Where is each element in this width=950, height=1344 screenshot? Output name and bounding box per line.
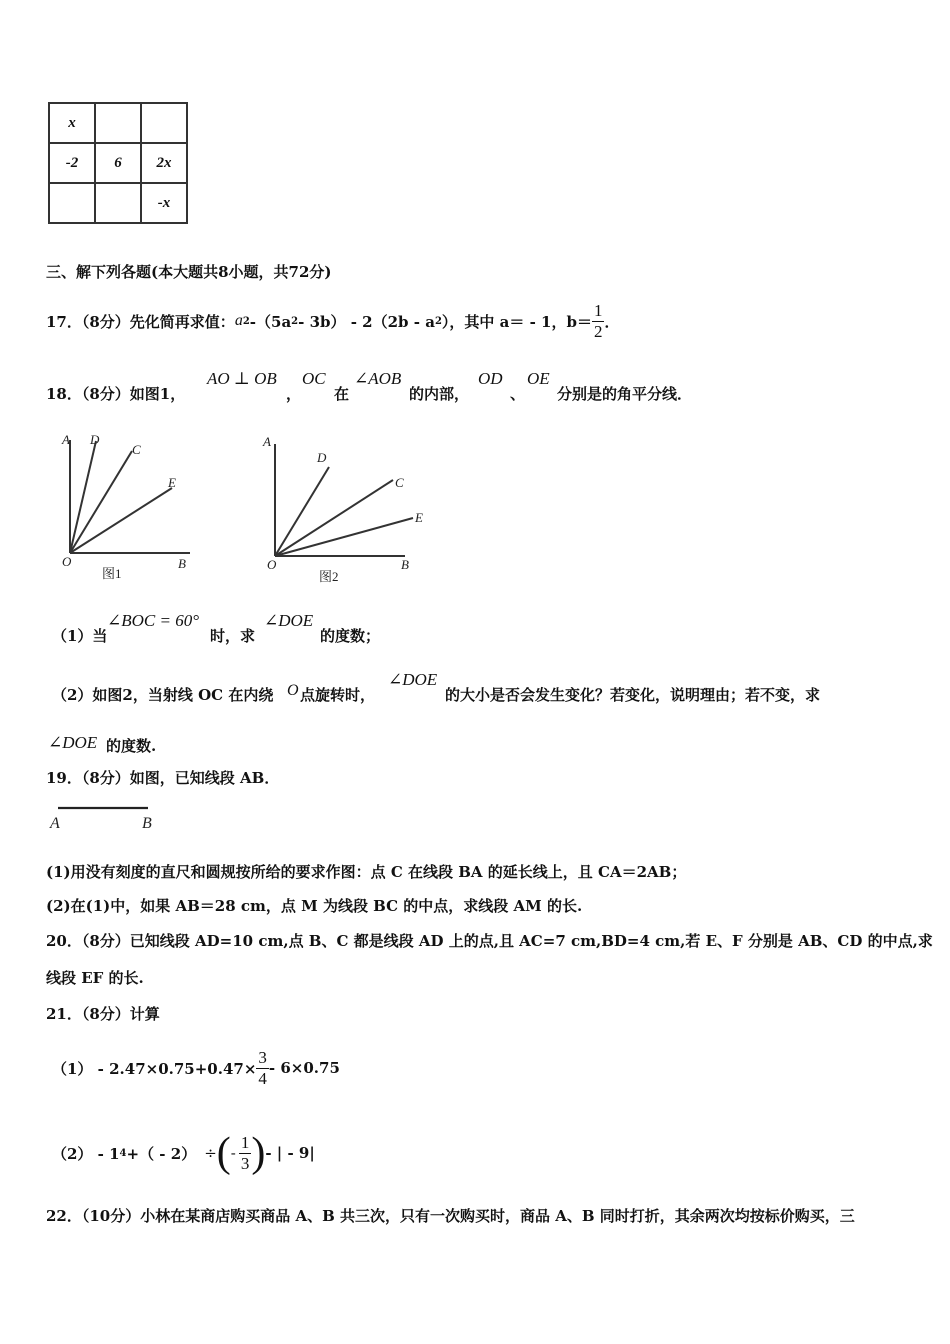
q18-p2-a: （2）如图2，当射线 OC 在内绕 bbox=[52, 686, 274, 704]
q21-p1-num: 3 bbox=[258, 1047, 267, 1067]
label-b: B bbox=[178, 556, 186, 571]
q21-p2-div: ÷ bbox=[204, 1144, 217, 1162]
grid-cell: -x bbox=[141, 183, 187, 223]
q17-exp: 2 bbox=[434, 315, 442, 327]
q18-comma: ， bbox=[286, 385, 302, 403]
q18-formula-od: OD bbox=[478, 369, 503, 388]
grid-cell: 2x bbox=[141, 143, 187, 183]
q18-p2-formula-doe: ∠DOE bbox=[388, 670, 438, 689]
q18-dun: 、 bbox=[510, 385, 526, 403]
q21-p2-den: 3 bbox=[240, 1153, 250, 1173]
figure-1 bbox=[50, 425, 210, 585]
q18-p2-o: O bbox=[287, 682, 299, 699]
label-o: O bbox=[267, 557, 277, 572]
q19-p1: (1)用没有刻度的直尺和圆规按所给的要求作图：点 C 在线段 BA 的延长线上，且 CA＝2AB； bbox=[46, 863, 687, 881]
q18-p2-formula-doe-2: ∠DOE bbox=[48, 733, 98, 752]
label-a: A bbox=[62, 432, 70, 447]
q18-p2-b: 点旋转时， bbox=[300, 686, 376, 704]
q18-p1-formula-doe: ∠DOE bbox=[264, 611, 314, 630]
label-e: E bbox=[415, 510, 423, 525]
q20-line2: 线段 EF 的长. bbox=[46, 969, 144, 987]
q18-p2-d: 的度数. bbox=[106, 737, 157, 755]
q17-part2: -（5a bbox=[249, 312, 292, 331]
q18-p1-a: （1）当 bbox=[52, 627, 108, 645]
label-c: C bbox=[395, 475, 404, 490]
question-17 bbox=[46, 300, 619, 342]
grid-cell: 6 bbox=[95, 143, 141, 183]
figure-1-caption: 图1 bbox=[102, 566, 122, 581]
q21-p1-den: 4 bbox=[258, 1068, 267, 1088]
ray-oc bbox=[70, 451, 132, 553]
q18-formula-perp: AO ⊥ OB bbox=[207, 369, 277, 388]
ray-od bbox=[70, 441, 96, 553]
q21-p2-b: +（ - 2） bbox=[126, 1144, 197, 1163]
figure-2 bbox=[255, 430, 435, 590]
q18-label: 18．（8分）如图1， bbox=[46, 385, 186, 403]
q18-zai: 在 bbox=[334, 385, 350, 403]
q17-var-a: a bbox=[234, 312, 243, 329]
q17-exp: 2 bbox=[242, 315, 250, 327]
q21-p2-num: 1 bbox=[240, 1132, 250, 1152]
ray-oc bbox=[275, 480, 393, 556]
q17-exp: 2 bbox=[291, 315, 299, 327]
q21-p2-fraction bbox=[239, 1133, 252, 1174]
label-a: A bbox=[263, 434, 271, 449]
q21-p2-minus: - bbox=[230, 1144, 236, 1162]
label-b: B bbox=[401, 557, 409, 572]
q18-formula-oe: OE bbox=[527, 369, 550, 388]
q19-label: 19．（8分）如图，已知线段 AB． bbox=[46, 769, 280, 787]
q21-p1-fraction bbox=[256, 1048, 269, 1089]
q18-p1-formula-boc: ∠BOC = 60° bbox=[107, 611, 200, 630]
q17-frac-den: 2 bbox=[593, 321, 603, 341]
left-paren: ( bbox=[216, 1130, 231, 1176]
figure-2-caption: 图2 bbox=[319, 569, 339, 584]
q21-part1 bbox=[52, 1036, 340, 1100]
label-o: O bbox=[62, 554, 72, 569]
q21-part2 bbox=[52, 1120, 315, 1186]
grid-cell bbox=[95, 103, 141, 143]
grid-cell bbox=[49, 183, 95, 223]
q18-formula-oc: OC bbox=[302, 369, 326, 388]
label-a: A bbox=[50, 815, 60, 832]
q21-p2-c: - | - 9| bbox=[265, 1144, 315, 1162]
q18-p1-c: 的度数； bbox=[320, 627, 381, 645]
q18-p2-c: 的大小是否会发生变化？若变化，说明理由；若不变，求 bbox=[445, 686, 821, 704]
q17-part4: ），其中 a＝ - 1，b＝ bbox=[441, 312, 592, 331]
label-c: C bbox=[132, 442, 141, 457]
q18-inner: 的内部， bbox=[409, 385, 470, 403]
q17-label: 17．（8分）先化简再求值： bbox=[46, 312, 235, 331]
label-e: E bbox=[168, 475, 176, 490]
q21-label: 21．（8分）计算 bbox=[46, 1005, 160, 1023]
q19-p2: (2)在(1)中，如果 AB＝28 cm，点 M 为线段 BC 的中点，求线段 AM 的长. bbox=[46, 897, 583, 915]
q17-part3: - 3b） - 2（2b - a bbox=[298, 312, 435, 331]
q17-fraction bbox=[592, 301, 605, 342]
q21-p2-a: （2） - 1 bbox=[52, 1144, 120, 1163]
ray-oe bbox=[70, 488, 172, 553]
q21-p2-exp: 4 bbox=[119, 1147, 127, 1159]
grid-cell bbox=[95, 183, 141, 223]
q22-text: 22．（10分）小林在某商店购买商品 A、B 共三次，只有一次购买时，商品 A、B 同时打折，其余两次均按标价购买，三 bbox=[46, 1207, 855, 1225]
grid-cell bbox=[141, 103, 187, 143]
q17-end: ． bbox=[604, 312, 620, 331]
label-d: D bbox=[90, 432, 100, 447]
q17-frac-num: 1 bbox=[593, 300, 603, 320]
grid-cell: -2 bbox=[49, 143, 95, 183]
q21-p1-a: （1） - 2.47×0.75+0.47× bbox=[52, 1059, 257, 1078]
q21-p1-b: - 6×0.75 bbox=[268, 1059, 340, 1077]
q20-line1: 20．（8分）已知线段 AD=10 cm,点 B、C 都是线段 AD 上的点,且 AC=7 cm,BD=4 cm,若 E、F 分别是 AB、CD 的中点,求 bbox=[46, 932, 933, 950]
right-paren: ) bbox=[251, 1130, 266, 1176]
number-grid bbox=[48, 102, 188, 224]
q19-segment-figure bbox=[46, 800, 166, 832]
label-d: D bbox=[317, 450, 327, 465]
label-b: B bbox=[142, 815, 152, 832]
q18-formula-aob: ∠AOB bbox=[354, 369, 402, 388]
section-heading: 三、解下列各题(本大题共8小题，共72分) bbox=[46, 263, 332, 281]
q18-p1-b: 时，求 bbox=[210, 627, 256, 645]
q18-tail: 分别是的角平分线． bbox=[557, 385, 693, 403]
grid-cell: x bbox=[49, 103, 95, 143]
